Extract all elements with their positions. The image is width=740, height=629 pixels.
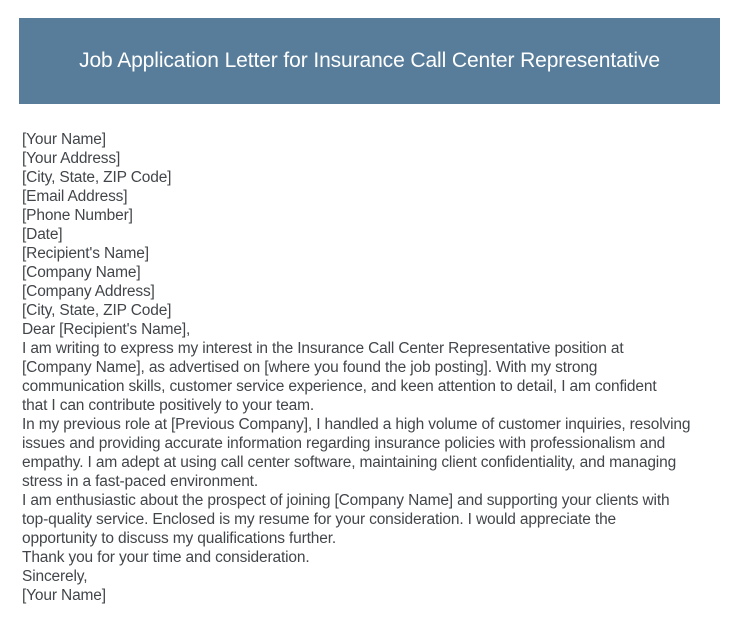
sender-line: [Phone Number] bbox=[22, 207, 133, 224]
title-banner bbox=[19, 18, 720, 104]
body-line: that I can contribute positively to your team. bbox=[22, 397, 315, 414]
page-title: Job Application Letter for Insurance Call Center Representative bbox=[79, 49, 660, 72]
closing-line: Sincerely, bbox=[22, 568, 88, 585]
recipient-line: [Company Name] bbox=[22, 264, 141, 281]
signature-line: [Your Name] bbox=[22, 587, 106, 604]
body-line: In my previous role at [Previous Company], I handled a high volume of customer inquiries, resolving bbox=[22, 416, 691, 433]
body-line: issues and providing accurate information regarding insurance policies with professionalism and bbox=[22, 435, 666, 452]
body-line: top-quality service. Enclosed is my resume for your consideration. I would appreciate the bbox=[22, 511, 617, 528]
recipient-line: [Recipient's Name] bbox=[22, 245, 149, 262]
sender-line: [Date] bbox=[22, 226, 63, 243]
thanks-line: Thank you for your time and consideration. bbox=[22, 549, 310, 566]
body-line: communication skills, customer service experience, and keen attention to detail, I am confident bbox=[22, 378, 657, 395]
sender-line: [Your Name] bbox=[22, 131, 106, 148]
body-line: opportunity to discuss my qualifications further. bbox=[22, 530, 337, 547]
recipient-line: [City, State, ZIP Code] bbox=[22, 302, 172, 319]
body-line: I am enthusiastic about the prospect of joining [Company Name] and supporting your clients with bbox=[22, 492, 670, 509]
sender-line: [Email Address] bbox=[22, 188, 128, 205]
recipient-line: [Company Address] bbox=[22, 283, 155, 300]
body-line: [Company Name], as advertised on [where you found the job posting]. With my strong bbox=[22, 359, 598, 376]
salutation-line: Dear [Recipient's Name], bbox=[22, 321, 191, 338]
body-line: empathy. I am adept at using call center software, maintaining client confidentiality, and managing bbox=[22, 454, 677, 471]
body-line: stress in a fast-paced environment. bbox=[22, 473, 258, 490]
sender-line: [City, State, ZIP Code] bbox=[22, 169, 172, 186]
letter-body bbox=[22, 130, 738, 605]
body-line: I am writing to express my interest in the Insurance Call Center Representative position at bbox=[22, 340, 624, 357]
sender-line: [Your Address] bbox=[22, 150, 121, 167]
